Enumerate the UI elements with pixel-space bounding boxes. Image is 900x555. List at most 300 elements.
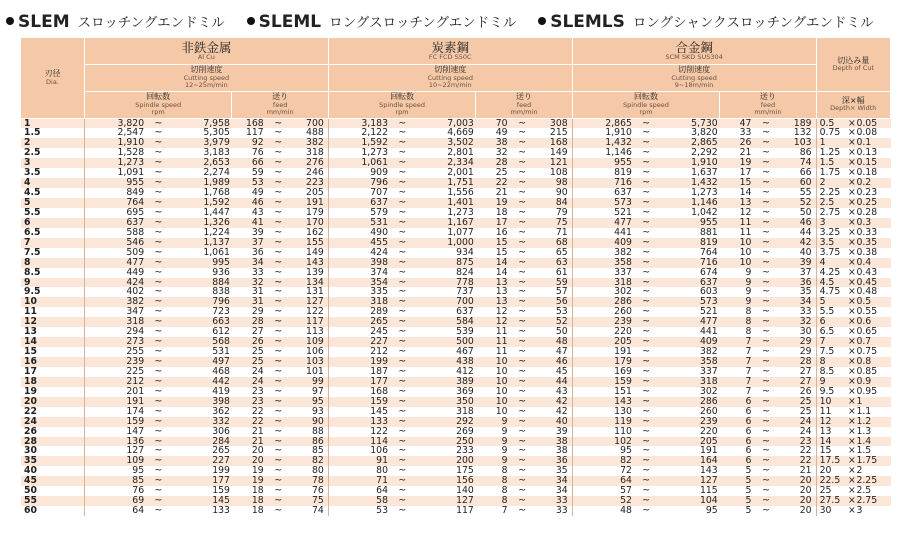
tilde-sign: ~ [642,177,651,189]
tilde-sign: ~ [154,296,163,308]
times-sign: × [847,415,856,427]
tilde-sign: ~ [274,197,283,208]
range-max: 438 [456,356,474,367]
feed-header: 送り feed mm/min [720,91,816,118]
range-min: 25 [251,356,264,367]
tilde-sign: ~ [642,157,651,169]
tilde-sign: ~ [274,395,283,407]
tilde-sign: ~ [518,167,527,179]
depth-value: 25 [819,485,832,497]
diameter-cell: 7.5 [21,248,84,258]
range-min: 91 [376,455,389,467]
range-min: 819 [614,167,632,179]
range-min: 1,592 [361,137,389,149]
range-max: 2,001 [447,167,474,179]
width-value: 2 [856,465,863,477]
range-max: 318 [699,375,718,387]
tilde-sign: ~ [518,445,527,457]
diameter-cell: 28 [21,437,84,447]
range-min: 127 [126,445,145,457]
range-min: 20 [251,455,264,467]
range-min: 5 [745,505,752,517]
range-max: 1,989 [203,177,230,189]
tilde-sign: ~ [642,465,651,477]
tilde-sign: ~ [518,495,527,507]
depth-width-cell [816,268,890,278]
tilde-sign: ~ [518,505,527,517]
diameter-cell: 4.5 [21,188,84,198]
range-min: 1,146 [605,147,632,159]
tilde-sign: ~ [762,246,770,258]
range-min: 358 [614,256,632,268]
tilde-sign: ~ [518,147,527,159]
times-sign: × [847,276,856,288]
tilde-sign: ~ [642,306,651,318]
width-value: 0.5 [856,296,872,308]
range-min: 33 [251,266,264,278]
range-max: 56 [555,296,568,308]
range-max: 318 [306,147,324,159]
range-min: 10 [739,236,752,248]
range-max: 28 [799,356,812,367]
range-max: 5,305 [203,127,230,139]
tilde-sign: ~ [642,266,651,278]
range-min: 6 [745,395,752,407]
tilde-sign: ~ [762,336,770,348]
tilde-sign: ~ [518,137,527,149]
range-max: 1,401 [447,197,474,208]
range-max: 39 [799,256,812,268]
tilde-sign: ~ [642,137,651,149]
range-min: 22 [251,415,264,427]
range-max: 40 [799,246,812,258]
range-min: 227 [370,336,389,348]
range-min: 9 [745,266,752,278]
tilde-sign: ~ [398,226,407,238]
tilde-sign: ~ [274,246,283,258]
spindle-speed-range [575,506,718,516]
tilde-sign: ~ [154,137,163,149]
diameter-cell: 20 [21,397,84,407]
range-min: 318 [614,276,632,288]
tilde-sign: ~ [762,137,770,149]
tilde-sign: ~ [398,127,407,139]
range-max: 269 [456,425,474,437]
range-min: 102 [614,435,632,447]
times-sign: × [847,147,856,159]
range-max: 159 [212,485,230,497]
depth-value: 1.25 [819,147,841,159]
range-max: 65 [555,246,568,258]
range-min: 2,865 [605,117,632,129]
range-min: 66 [251,157,264,169]
range-max: 162 [306,226,324,238]
tilde-sign: ~ [518,226,527,238]
tilde-sign: ~ [274,356,283,367]
range-min: 955 [614,157,632,169]
range-max: 189 [793,117,812,129]
depth-width-header: 深×幅 Depth× Width [816,91,890,118]
times-sign: × [847,326,856,338]
range-min: 11 [495,346,508,358]
range-min: 28 [251,316,264,328]
tilde-sign: ~ [274,306,283,318]
range-max: 106 [306,346,324,358]
depth-width-cell [816,427,890,437]
width-value: 0.55 [856,306,878,318]
depth-width-value [817,427,891,437]
width-value: 0.6 [856,316,872,328]
range-min: 398 [370,256,389,268]
range-max: 2,801 [447,147,474,159]
range-max: 75 [311,495,324,507]
range-max: 308 [549,117,568,129]
tilde-sign: ~ [642,206,651,218]
tilde-sign: ~ [518,306,527,318]
diameter-cell: 8 [21,258,84,268]
range-max: 179 [306,206,324,218]
title-sleml [247,11,517,32]
tilde-sign: ~ [518,256,527,268]
width-value: 0.2 [856,177,872,189]
width-value: 0.35 [856,236,878,248]
range-min: 14 [495,266,508,278]
range-min: 25 [495,167,508,179]
depth-value: 27.5 [819,495,841,507]
diameter-cell: 3.5 [21,168,84,178]
tilde-sign: ~ [274,127,283,139]
tilde-sign: ~ [642,455,651,467]
range-min: 71 [376,475,389,487]
depth-value: 17.5 [819,455,841,467]
product-name: ロングスロッチングエンドミル [329,14,517,31]
tilde-sign: ~ [762,256,770,268]
range-max: 23 [799,435,812,447]
product-name: スロッチングエンドミル [77,14,225,31]
tilde-sign: ~ [642,197,651,208]
tilde-sign: ~ [274,316,283,328]
tilde-sign: ~ [762,157,770,169]
tilde-sign: ~ [518,296,527,308]
diameter-cell: 2 [21,138,84,148]
range-min: 6 [745,415,752,427]
range-max: 233 [456,445,474,457]
range-min: 18 [495,206,508,218]
times-sign: × [847,336,856,348]
range-max: 205 [306,187,324,199]
range-max: 302 [699,385,718,397]
tilde-sign: ~ [154,256,163,268]
times-sign: × [847,455,856,467]
diameter-cell: 6.5 [21,228,84,238]
range-min: 255 [126,346,145,358]
range-min: 1,273 [361,147,389,159]
range-max: 86 [311,435,324,447]
range-min: 3,183 [361,117,389,129]
tilde-sign: ~ [274,266,283,278]
range-min: 22 [495,177,508,189]
tilde-sign: ~ [762,316,770,328]
range-max: 1,273 [691,187,718,199]
tilde-sign: ~ [398,435,407,447]
tilde-sign: ~ [518,405,527,417]
range-max: 584 [456,316,474,328]
range-max: 71 [555,226,568,238]
tilde-sign: ~ [762,147,770,159]
range-min: 21 [251,425,264,437]
tilde-sign: ~ [518,435,527,447]
tilde-sign: ~ [642,485,651,497]
width-value: 0.65 [856,326,878,338]
spindle-speed-range [87,506,230,516]
spindle-speed-cell [328,427,476,437]
tilde-sign: ~ [398,236,407,248]
range-max: 95 [311,395,324,407]
range-max: 700 [456,296,474,308]
range-max: 24 [799,415,812,427]
diameter-cell: 16 [21,357,84,367]
diameter-cell: 11 [21,307,84,317]
range-min: 20 [251,445,264,457]
depth-width-cell [816,506,890,516]
range-max: 140 [456,485,474,497]
spindle-speed-cell [572,268,720,278]
range-max: 663 [212,316,230,328]
range-min: 9 [501,445,508,457]
range-max: 117 [306,316,324,328]
range-min: 23 [251,385,264,397]
tilde-sign: ~ [274,405,283,417]
range-max: 78 [311,475,324,487]
tilde-sign: ~ [398,137,407,149]
tilde-sign: ~ [762,326,770,338]
feed-cell [232,268,328,278]
times-sign: × [847,236,856,248]
feed-range [232,506,328,516]
tilde-sign: ~ [642,346,651,358]
depth-value: 10 [819,395,832,407]
range-max: 145 [212,495,230,507]
tilde-sign: ~ [518,316,527,328]
range-min: 9 [745,286,752,298]
tilde-sign: ~ [642,415,651,427]
tilde-sign: ~ [642,276,651,288]
range-min: 136 [126,435,145,447]
range-min: 5 [745,465,752,477]
range-min: 318 [126,316,145,328]
range-min: 10 [495,395,508,407]
width-value: 0.9 [856,375,872,387]
range-max: 36 [799,276,812,288]
range-min: 382 [126,296,145,308]
depth-value: 5 [819,296,826,308]
range-min: 205 [614,336,632,348]
tilde-sign: ~ [518,127,527,139]
times-sign: × [847,385,856,397]
tilde-sign: ~ [518,465,527,477]
tilde-sign: ~ [762,266,770,278]
spindle-speed-cell [572,506,720,516]
range-max: 32 [799,316,812,328]
tilde-sign: ~ [274,326,283,338]
tilde-sign: ~ [762,405,770,417]
range-min: 16 [495,226,508,238]
width-value: 2.5 [856,485,872,497]
range-min: 133 [370,415,389,427]
feed-cell [720,268,816,278]
range-max: 2,274 [203,167,230,179]
diameter-cell: 6 [21,218,84,228]
range-max: 884 [212,276,230,288]
spindle-speed-cell [328,506,476,516]
range-max: 93 [311,405,324,417]
diameter-cell: 5.5 [21,208,84,218]
range-max: 117 [456,505,474,517]
tilde-sign: ~ [154,147,163,159]
range-min: 95 [620,445,632,457]
tilde-sign: ~ [642,375,651,387]
tilde-sign: ~ [762,425,770,437]
tilde-sign: ~ [274,475,283,487]
range-max: 1,061 [203,246,230,258]
tilde-sign: ~ [274,226,283,238]
tilde-sign: ~ [398,276,407,288]
diameter-cell: 50 [21,486,84,496]
range-max: 38 [555,445,568,457]
range-min: 174 [126,405,145,417]
range-min: 130 [614,405,632,417]
range-max: 488 [306,127,324,139]
range-min: 7 [745,365,752,377]
range-max: 127 [456,495,474,507]
range-max: 27 [799,375,812,387]
range-min: 212 [126,375,145,387]
times-sign: × [847,306,856,318]
range-max: 286 [699,395,718,407]
title-bar [6,6,900,36]
depth-width-value [817,268,891,278]
tilde-sign: ~ [154,226,163,238]
spindle-speed-range [331,427,474,437]
tilde-sign: ~ [154,177,163,189]
depth-value: 2.75 [819,206,841,218]
spindle-speed-header: 回転数 Spindle speed rpm [84,91,232,118]
tilde-sign: ~ [398,316,407,328]
range-min: 151 [614,385,632,397]
range-max: 34 [555,475,568,487]
range-max: 389 [456,375,474,387]
width-value: 3 [856,505,863,517]
tilde-sign: ~ [154,425,163,437]
diameter-cell: 4 [21,178,84,188]
range-min: 41 [251,216,264,228]
range-min: 159 [370,395,389,407]
range-min: 5 [745,485,752,497]
range-max: 80 [311,465,324,477]
depth-value: 8 [819,356,826,367]
tilde-sign: ~ [642,395,651,407]
range-max: 382 [306,137,324,149]
range-max: 2,653 [203,157,230,169]
tilde-sign: ~ [398,485,407,497]
times-sign: × [847,475,856,487]
range-min: 7 [745,346,752,358]
range-max: 33 [555,495,568,507]
range-min: 82 [620,455,632,467]
width-value: 0.1 [856,137,872,149]
tilde-sign: ~ [398,336,407,348]
times-sign: × [847,216,856,228]
bullet-icon [538,17,546,25]
bullet-icon [6,17,14,25]
range-min: 18 [251,495,264,507]
tilde-sign: ~ [274,485,283,497]
table-row [21,427,891,437]
range-min: 10 [739,256,752,268]
range-min: 29 [251,306,264,318]
range-min: 265 [370,316,389,328]
range-min: 909 [370,167,389,179]
range-min: 39 [251,226,264,238]
diameter-cell: 8.5 [21,268,84,278]
range-min: 80 [376,465,389,477]
range-max: 199 [212,465,230,477]
range-max: 1,751 [447,177,474,189]
range-min: 179 [614,356,632,367]
tilde-sign: ~ [398,177,407,189]
range-min: 1,910 [605,127,632,139]
range-max: 156 [456,475,474,487]
range-max: 44 [799,226,812,238]
range-min: 10 [495,375,508,387]
range-min: 637 [614,187,632,199]
range-min: 122 [370,425,389,437]
times-sign: × [847,296,856,308]
range-max: 819 [699,236,718,248]
tilde-sign: ~ [154,286,163,298]
range-max: 764 [699,246,718,258]
range-min: 109 [126,455,145,467]
range-max: 177 [212,475,230,487]
range-min: 177 [370,375,389,387]
tilde-sign: ~ [274,465,283,477]
tilde-sign: ~ [398,356,407,367]
tilde-sign: ~ [274,296,283,308]
range-max: 85 [311,445,324,457]
range-max: 122 [306,306,324,318]
tilde-sign: ~ [642,256,651,268]
tilde-sign: ~ [762,306,770,318]
range-max: 220 [699,425,718,437]
tilde-sign: ~ [274,365,283,377]
range-max: 95 [705,505,718,517]
range-max: 573 [699,296,718,308]
diameter-cell: 1.5 [21,128,84,138]
diameter-cell: 9.5 [21,287,84,297]
depth-value: 1 [819,137,826,149]
range-max: 108 [549,167,568,179]
tilde-sign: ~ [642,147,651,159]
width-value: 1.3 [856,425,872,437]
depth-value: 6.5 [819,326,835,338]
feed-cell [720,506,816,516]
range-max: 500 [456,336,474,348]
tilde-sign: ~ [518,117,527,129]
tilde-sign: ~ [518,346,527,358]
range-max: 568 [212,336,230,348]
cutting-conditions-table [21,38,891,516]
range-min: 8 [745,316,752,328]
